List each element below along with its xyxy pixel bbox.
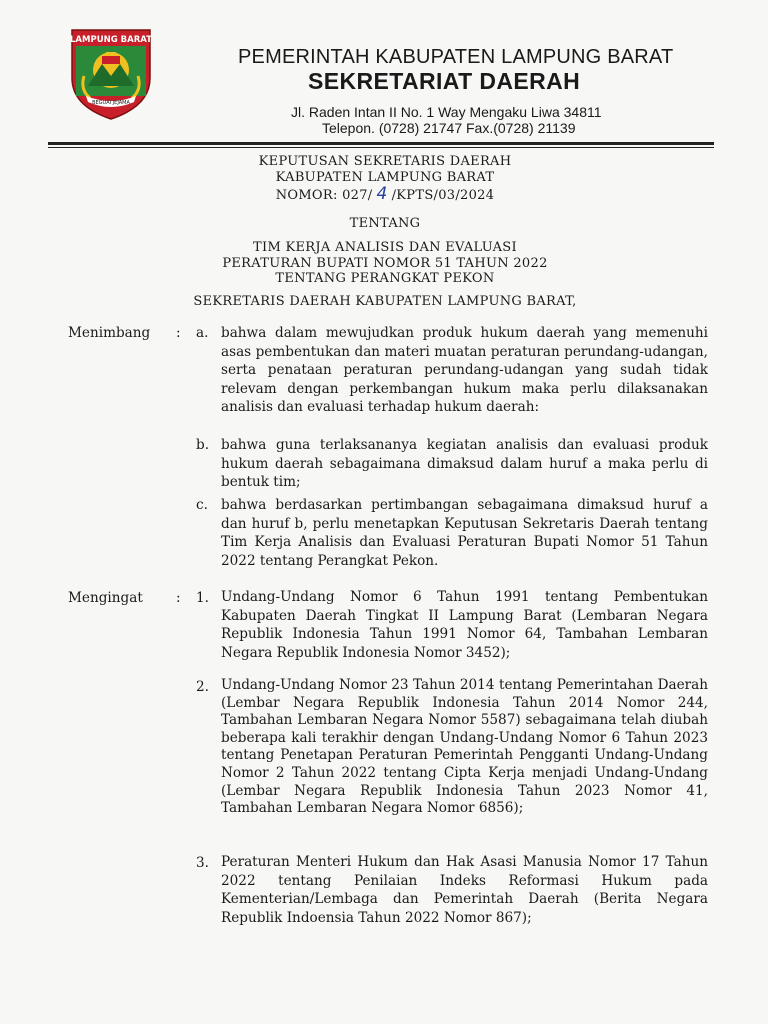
mengingat-marker-2: 2. [196, 679, 209, 695]
subject-line1: TIM KERJA ANALISIS DAN EVALUASI [253, 240, 517, 255]
menimbang-item-a: bahwa dalam mewujudkan produk hukum daerah yang memenuhi asas pembentukan dan materi muatan peraturan perundang-udangan, serta penataan peraturan perundang-udangan yang sudah tidak relevam dengan perkembangan hukum maka perlu dilaksanakan analisis dan evaluasi terhadap hukum daerah: [221, 325, 708, 416]
letterhead-phone: Telepon. (0728) 21747 Fax.(0728) 21139 [322, 120, 576, 136]
menimbang-marker-a: a. [196, 325, 209, 341]
mengingat-item-1: Undang-Undang Nomor 6 Tahun 1991 tentang Pembentukan Kabupaten Daerah Tingkat II Lampung Barat (Lembaran Negara Republik Indonesia Tahun 1991 Nomor 64, Tambahan Lembaran Negara Republik Indonesia Nomor 3452); [221, 589, 708, 661]
nomor-handwritten: 4 [376, 184, 388, 204]
mengingat-colon: : [176, 590, 181, 606]
letterhead-rule-thin [48, 147, 714, 148]
menimbang-item-c: bahwa berdasarkan pertimbangan sebagaimana dimaksud huruf a dan huruf b, perlu menetapkan Keputusan Sekretaris Daerah tentang Tim Kerja Analisis dan Evaluasi Peraturan Bupati Nomor 51 Tahun 2022 tentang Perangkat Pekon. [221, 497, 708, 569]
menimbang-marker-b: b. [196, 437, 210, 453]
mengingat-item-3: Peraturan Menteri Hukum dan Hak Asasi Manusia Nomor 17 Tahun 2022 tentang Penilaian Indeks Reformasi Hukum pada Kementerian/Lembaga dan Pemerintah Daerah (Berita Negara Republik Indoensia Tahun 2022 Nomor 867); [221, 854, 708, 926]
menimbang-item-b: bahwa guna terlaksananya kegiatan analisis dan evaluasi produk hukum daerah sebagaimana dimaksud dalam huruf a maka perlu di bentuk tim; [221, 437, 708, 491]
nomor-suffix: /KPTS/03/2024 [391, 188, 495, 203]
issuer-line: SEKRETARIS DAERAH KABUPATEN LAMPUNG BARAT, [193, 294, 577, 309]
mengingat-marker-1: 1. [196, 590, 209, 606]
title-tentang: TENTANG [349, 216, 421, 231]
menimbang-marker-c: c. [196, 497, 208, 513]
subject-line3: TENTANG PERANGKAT PEKON [275, 271, 495, 286]
logo-text-bottom: BEGUAI JEJAMA [92, 100, 130, 106]
title-line2: KABUPATEN LAMPUNG BARAT [275, 170, 495, 185]
mengingat-marker-3: 3. [196, 855, 209, 871]
letterhead-address: Jl. Raden Intan II No. 1 Way Mengaku Liwa 34811 [291, 104, 602, 120]
nomor-prefix: NOMOR: 027/ [275, 188, 373, 203]
title-line1: KEPUTUSAN SEKRETARIS DAERAH [258, 154, 512, 169]
menimbang-colon: : [176, 325, 181, 341]
letterhead-line1: PEMERINTAH KABUPATEN LAMPUNG BARAT [238, 46, 674, 68]
mengingat-label: Mengingat [68, 590, 143, 606]
menimbang-label: Menimbang [68, 325, 151, 341]
mengingat-item-2: Undang-Undang Nomor 23 Tahun 2014 tentang Pemerintahan Daerah (Lembar Negara Republik Indonesia Tahun 2014 Nomor 244, Tambahan Lembaran Negara Nomor 5587) sebagaimana telah diubah beberapa kali terakhir dengan Undang-Undang Nomor 6 Tahun 2023 tentang Penetapan Peraturan Pemerintah Pengganti Undang-Undang Nomor 2 Tahun 2022 tentang Cipta Kerja menjadi Undang-Undang (Lembar Negara Republik Indonesia Tahun 2023 Nomor 41, Tambahan Lembaran Negara Nomor 6856); [221, 677, 708, 817]
title-nomor [140, 184, 630, 204]
subject-line2: PERATURAN BUPATI NOMOR 51 TAHUN 2022 [222, 256, 548, 271]
logo-text-top: LAMPUNG BARAT [70, 35, 152, 45]
lampung-barat-logo [68, 26, 154, 122]
letterhead-rule-thick [48, 142, 714, 145]
letterhead-line2: SEKRETARIAT DAERAH [308, 68, 581, 94]
